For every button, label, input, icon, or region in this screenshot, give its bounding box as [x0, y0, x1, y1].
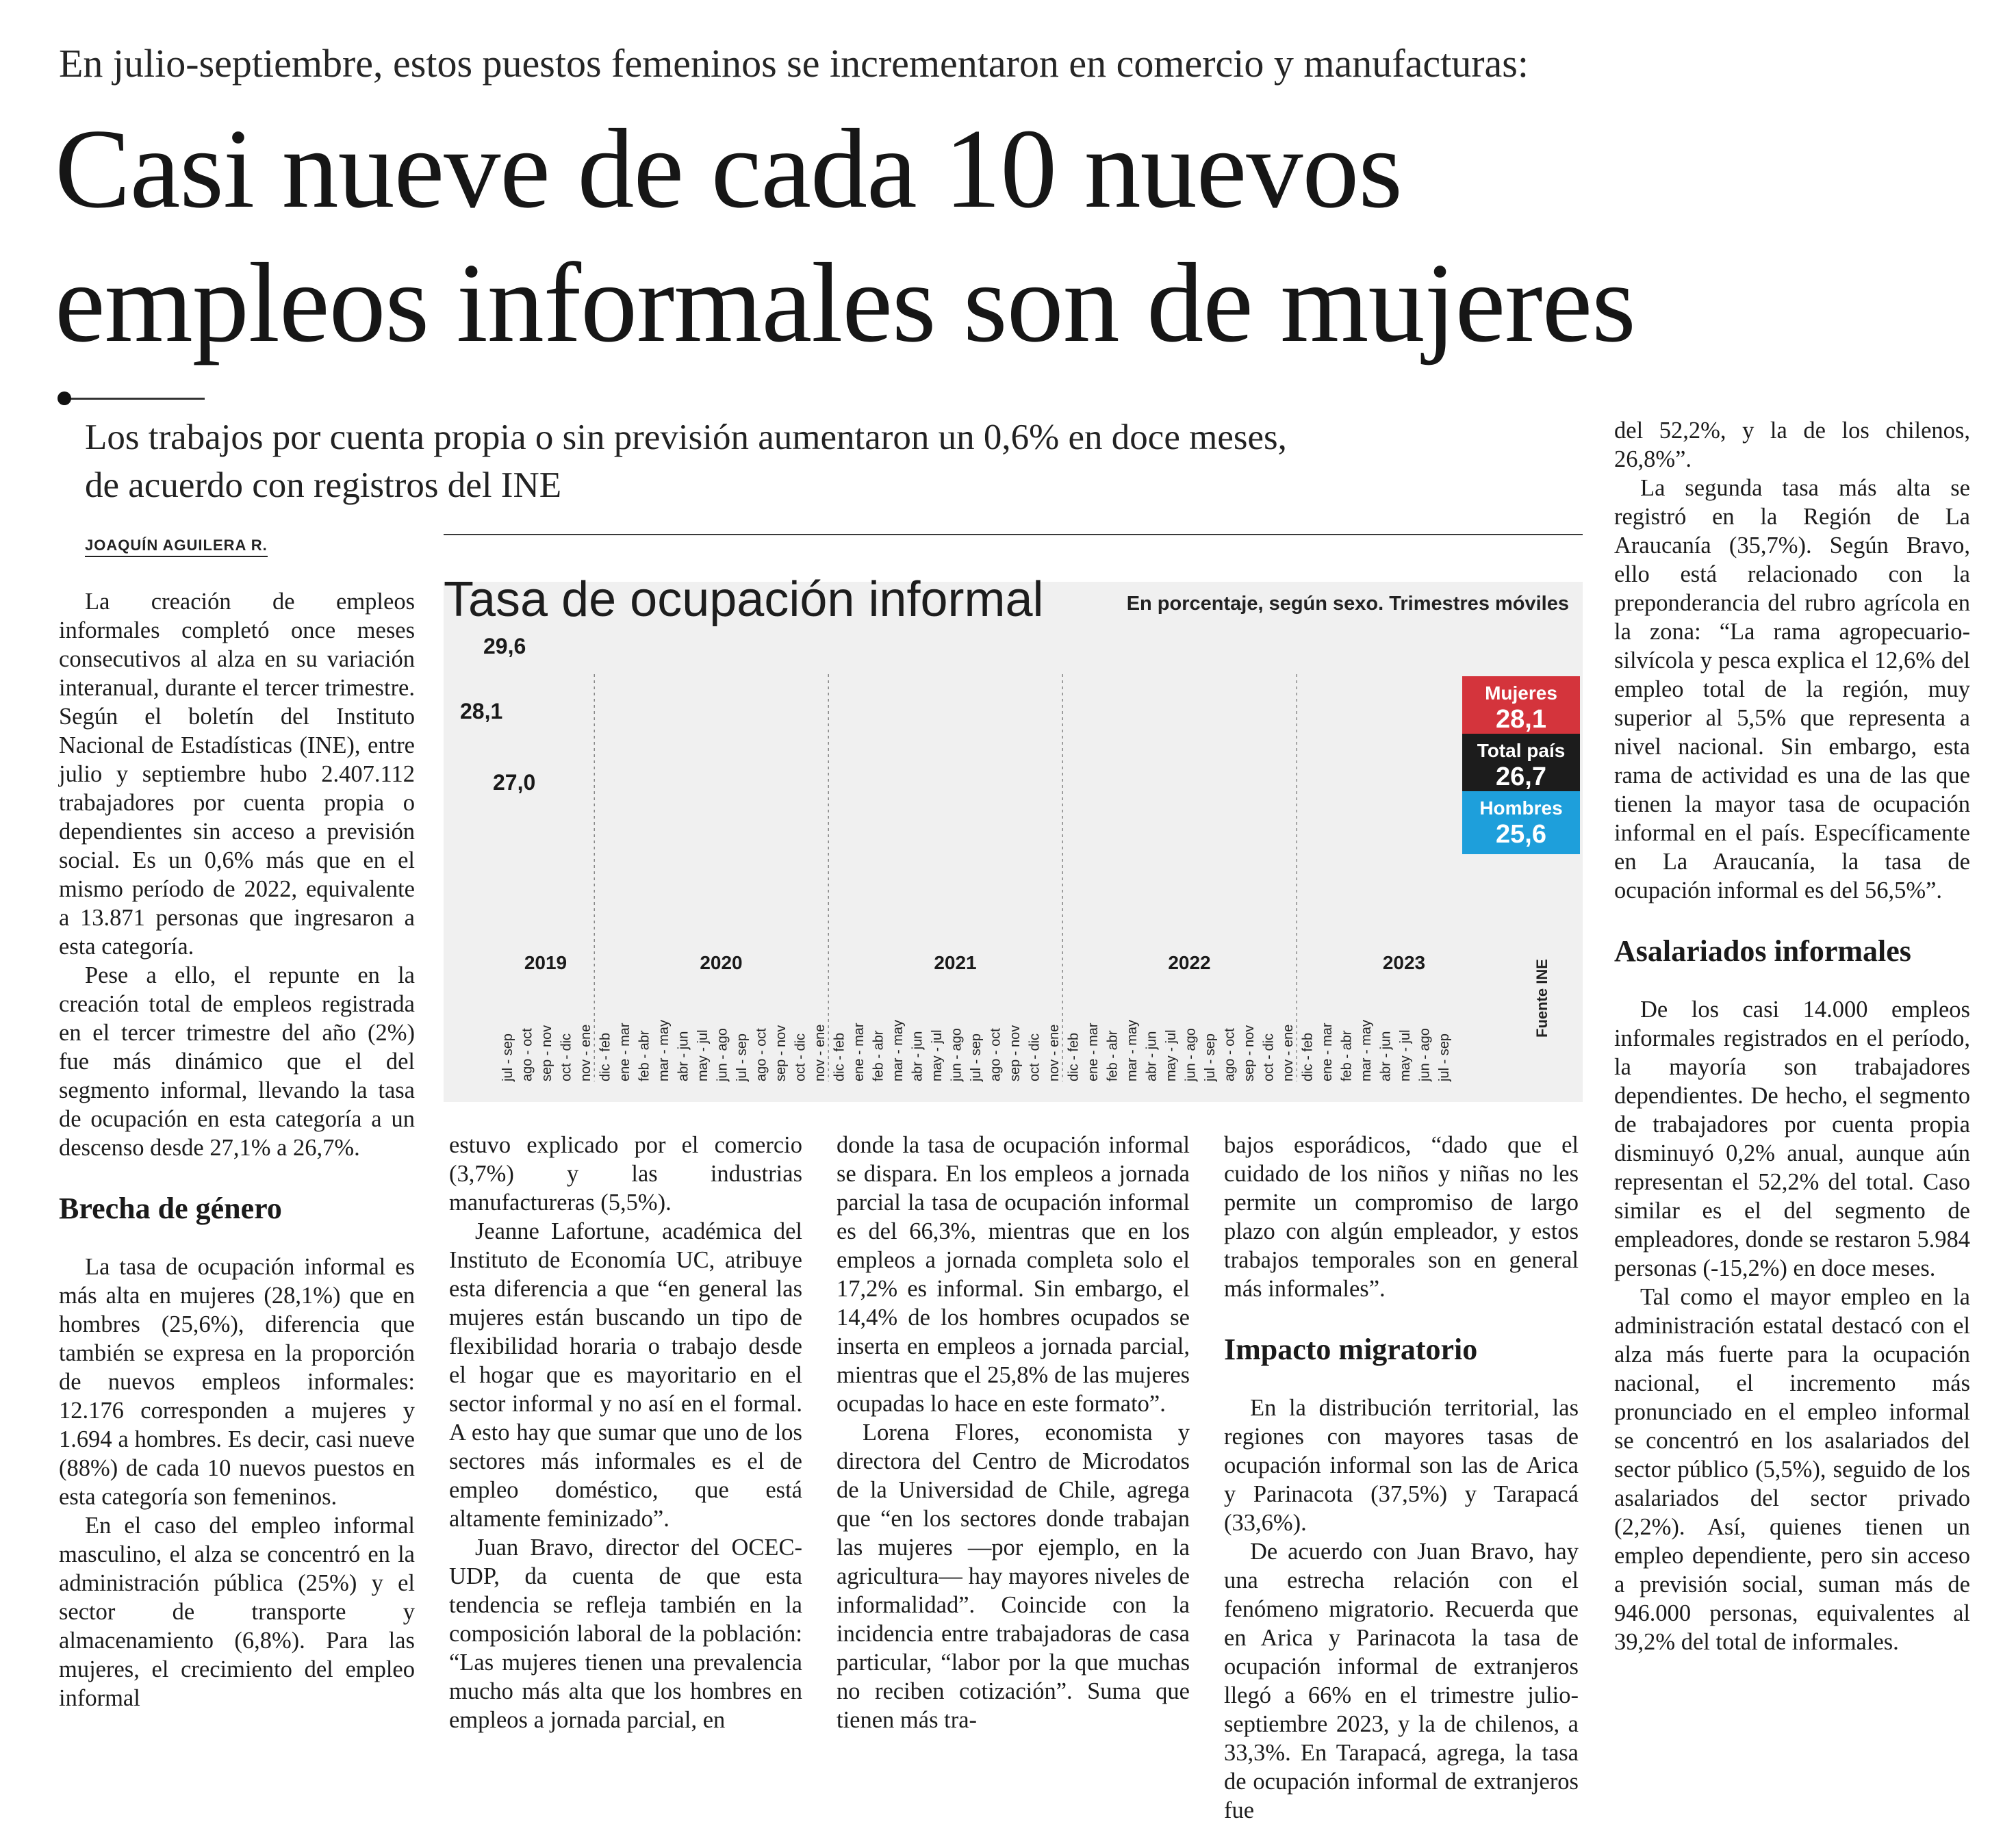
- deck-rule-dot: [58, 392, 71, 405]
- x-tick-label: dic - feb: [598, 1032, 613, 1081]
- x-tick-label: ago - oct: [1222, 1028, 1238, 1081]
- x-tick-label: jul - sep: [500, 1033, 515, 1081]
- x-tick-label: dic - feb: [1066, 1032, 1082, 1081]
- x-tick-label: dic - feb: [832, 1032, 847, 1081]
- paragraph: De los casi 14.000 empleos informales registrados en el período, la mayoría son trabajadores dependientes. De hecho, el segmento de trabajadores por cuenta propia disminuyó 0,2% anual, aunque aún representan el 52,2% del total. Caso similar es el del segmento de empleadores, donde se restaron 5.984 personas (-15,2%) en doce meses.: [1614, 997, 1970, 1281]
- x-tick-label: mar - may: [656, 1020, 672, 1081]
- x-tick-label: feb - abr: [871, 1030, 886, 1081]
- year-label: 2022: [1168, 952, 1211, 973]
- paragraph: La creación de empleos informales completó once meses consecutivos al alza en su variación interanual, durante el tercer trimestre. Según el boletín del Instituto Nacional de Estadísticas (INE), entre julio y septiembre hubo 2.407.112 trabajadores por cuenta propia o dependientes sin acceso a previsión social. Es un 0,6% más que en el mismo período de 2022, equivalente a 13.871 personas que ingresaron a esta categoría.: [59, 589, 415, 960]
- column-1: [59, 587, 415, 1712]
- paragraph: En la distribución territorial, las regiones con mayores tasas de ocupación informal son las de Arica y Parinacota (37,5%) y Tarapacá (33,6%).: [1224, 1395, 1579, 1536]
- chart-subtitle: En porcentaje, según sexo. Trimestres móviles: [1126, 593, 1569, 615]
- deck-rule: [64, 398, 205, 400]
- chart-plot: [444, 534, 1583, 1102]
- deck-line-1: Los trabajos por cuenta propia o sin previsión aumentaron un 0,6% en doce meses,: [85, 418, 1287, 457]
- x-tick-label: nov - ene: [1281, 1024, 1296, 1081]
- deck: [85, 413, 1611, 509]
- x-tick-label: mar - may: [891, 1020, 906, 1081]
- year-label: 2020: [700, 952, 743, 973]
- x-tick-label: sep - nov: [539, 1025, 554, 1081]
- column-3: [837, 1131, 1190, 1734]
- paragraph: donde la tasa de ocupación informal se dispara. En los empleos a jornada parcial la tasa de ocupación informal es del 66,3%, mientras que en los empleos a jornada completa solo el 17,2% es informal. Sin embargo, el 14,4% de los hombres ocupados se inserta en empleos a jornada parcial, mientras que el 25,8% de las mujeres ocupadas lo hace en este formato”.: [837, 1132, 1190, 1417]
- x-tick-label: jun - ago: [1417, 1028, 1433, 1081]
- x-tick-label: may - jul: [1398, 1029, 1413, 1081]
- x-tick-label: abr - jun: [1144, 1031, 1160, 1081]
- chart-source: Fuente INE: [1533, 959, 1551, 1038]
- x-tick-label: feb - abr: [1105, 1030, 1121, 1081]
- x-tick-label: mar - may: [1125, 1020, 1140, 1081]
- start-value-label: 29,6: [483, 634, 526, 658]
- legend-hombres-label: Hombres: [1479, 797, 1563, 819]
- deck-line-2: de acuerdo con registros del INE: [85, 465, 562, 505]
- x-tick-label: dic - feb: [1300, 1032, 1316, 1081]
- x-tick-label: jul - sep: [735, 1033, 750, 1081]
- subhead-asalariados: Asalariados informales: [1614, 934, 1911, 968]
- paragraph: En el caso del empleo informal masculino, el alza se concentró en la administración pública (25%) y el sector de transporte y almacenamiento (6,8%). Para las mujeres, el crecimiento del empleo informal: [59, 1513, 415, 1711]
- paragraph: del 52,2%, y la de los chilenos, 26,8%”.: [1614, 418, 1970, 472]
- chart-title: Tasa de ocupación informal: [444, 572, 1044, 627]
- paragraph: Juan Bravo, director del OCEC-UDP, da cuenta de que esta tendencia se refleja también en la composición laboral de la población: “Las mujeres tienen una prevalencia mucho más alta que los hombres en empleos a jornada parcial, en: [449, 1535, 802, 1733]
- x-tick-label: ene - mar: [1320, 1023, 1335, 1081]
- headline-line-2: empleos informales son de mujeres: [55, 240, 1635, 365]
- x-tick-label: mar - may: [1359, 1020, 1374, 1081]
- paragraph: De acuerdo con Juan Bravo, hay una estrecha relación con el fenómeno migratorio. Recuerda que en Arica y Parinacota la tasa de ocupación informal de extranjeros llegó a 66% en el trimestre julio-septiembre 2023, y la de chilenos, a 33,3%. En Tarapacá, agrega, la tasa de ocupación informal de extranjeros fue: [1224, 1539, 1579, 1823]
- x-tick-label: oct - dic: [1027, 1033, 1043, 1081]
- x-tick-label: jul - sep: [969, 1033, 984, 1081]
- x-tick-label: may - jul: [930, 1029, 945, 1081]
- legend-mujeres-label: Mujeres: [1485, 682, 1557, 704]
- x-tick-label: abr - jun: [676, 1031, 691, 1081]
- x-tick-label: feb - abr: [637, 1030, 652, 1081]
- x-tick-label: sep - nov: [1242, 1025, 1257, 1081]
- column-2: [449, 1131, 802, 1734]
- x-tick-label: ago - oct: [520, 1028, 535, 1081]
- x-tick-label: ago - oct: [754, 1028, 769, 1081]
- x-tick-label: ago - oct: [988, 1028, 1004, 1081]
- legend-total-value: 26,7: [1496, 762, 1546, 791]
- x-tick-label: sep - nov: [774, 1025, 789, 1081]
- paragraph: La segunda tasa más alta se registró en la Región de La Araucanía (35,7%). Según Bravo, ello está relacionado con la preponderancia del rubro agrícola en la zona: “La rama agropecuario-silvícola y pesca explica el 12,6% del empleo total de la región, muy superior al 5,5% que representa a nivel nacional. Sin embargo, esta rama de actividad es una de las que tienen la mayor tasa de ocupación informal en el país. Específicamente en La Araucanía, la tasa de ocupación informal es del 56,5%”.: [1614, 475, 1970, 903]
- column-5: [1614, 416, 1970, 1656]
- x-tick-label: oct - dic: [1261, 1033, 1277, 1081]
- x-tick-label: jul - sep: [1203, 1033, 1218, 1081]
- x-tick-label: abr - jun: [1378, 1031, 1394, 1081]
- x-tick-label: oct - dic: [793, 1033, 808, 1081]
- x-tick-label: jul - sep: [1437, 1033, 1452, 1081]
- x-tick-label: nov - ene: [813, 1024, 828, 1081]
- byline: JOAQUÍN AGUILERA R.: [85, 537, 268, 557]
- legend-mujeres-value: 28,1: [1496, 705, 1546, 734]
- x-tick-label: may - jul: [696, 1029, 711, 1081]
- paragraph: bajos esporádicos, “dado que el cuidado de los niños y niñas no les permite un compromiso de largo plazo con algún empleador, y estos trabajos temporales son en general más informales”.: [1224, 1132, 1579, 1302]
- x-tick-label: jun - ago: [1183, 1028, 1199, 1081]
- paragraph: Tal como el mayor empleo en la administración estatal destacó con el alza más fuerte para la ocupación nacional, el incremento más pronunciado en el empleo informal se concentró en los asalariados del sector público (5,5%), seguido de los asalariados del sector privado (2,2%). Así, quienes tienen un empleo dependiente, pero sin acceso a previsión social, suman más de 946.000 personas, equivalentes al 39,2% del total de informales.: [1614, 1284, 1970, 1655]
- x-tick-label: ene - mar: [617, 1023, 633, 1081]
- legend-hombres-value: 25,6: [1496, 820, 1546, 849]
- legend-total: [1462, 734, 1580, 797]
- x-tick-label: jun - ago: [949, 1028, 965, 1081]
- kicker: En julio-septiembre, estos puestos femeninos se incrementaron en comercio y manufacturas:: [59, 41, 1529, 86]
- x-tick-label: ene - mar: [852, 1023, 867, 1081]
- paragraph: Jeanne Lafortune, académica del Instituto de Economía UC, atribuye esta diferencia a que “en general las mujeres están buscando un tipo de flexibilidad horaria o trabajo desde el hogar que es mayoritario en el sector informal y no así en el formal. A esto hay que sumar que uno de los sectores más informales es el de empleo doméstico, que está altamente feminizado”.: [449, 1218, 802, 1532]
- chart: [444, 534, 1583, 1102]
- x-tick-label: sep - nov: [1008, 1025, 1023, 1081]
- legend-hombres: [1462, 791, 1580, 854]
- year-label: 2019: [524, 952, 567, 973]
- paragraph: Pese a ello, el repunte en la creación total de empleos registrada en el tercer trimestre del año (2%) fue más dinámico que el del segmento informal, llevando la tasa de ocupación en esta categoría a un descenso desde 27,1% a 26,7%.: [59, 962, 415, 1161]
- start-value-label: 28,1: [460, 699, 503, 723]
- legend-mujeres: [1462, 676, 1580, 739]
- headline: [55, 101, 1972, 370]
- paragraph: Lorena Flores, economista y directora del Centro de Microdatos de la Universidad de Chile, agrega que “en los sectores donde trabajan las mujeres —por ejemplo, en la agricultura— hay mayores niveles de informalidad”. Coincide con la incidencia entre trabajadoras de casa particular, “labor por la que muchas no reciben cotización”. Suma que tienen más tra-: [837, 1420, 1190, 1733]
- column-4: [1224, 1131, 1579, 1825]
- year-label: 2023: [1382, 952, 1426, 973]
- x-tick-label: jun - ago: [715, 1028, 730, 1081]
- subhead-brecha: Brecha de género: [59, 1192, 282, 1225]
- paragraph: La tasa de ocupación informal es más alta en mujeres (28,1%) que en hombres (25,6%), diferencia que también se expresa en la proporción de nuevos empleos informales: 12.176 corresponden a mujeres y 1.694 a hombres. Es decir, casi nueve (88%) de cada 10 nuevos puestos en esta categoría son femeninos.: [59, 1254, 415, 1510]
- x-tick-label: oct - dic: [559, 1033, 574, 1081]
- legend-total-label: Total país: [1477, 740, 1566, 761]
- paragraph: estuvo explicado por el comercio (3,7%) y las industrias manufactureras (5,5%).: [449, 1132, 802, 1216]
- x-tick-label: feb - abr: [1339, 1030, 1355, 1081]
- subhead-impacto: Impacto migratorio: [1224, 1333, 1478, 1366]
- x-tick-label: nov - ene: [578, 1024, 594, 1081]
- year-label: 2021: [934, 952, 977, 973]
- headline-line-1: Casi nueve de cada 10 nuevos: [55, 105, 1402, 231]
- x-tick-label: may - jul: [1164, 1029, 1179, 1081]
- x-tick-label: nov - ene: [1047, 1024, 1062, 1081]
- start-value-label: 27,0: [493, 770, 536, 795]
- x-tick-label: ene - mar: [1086, 1023, 1101, 1081]
- x-tick-label: abr - jun: [910, 1031, 926, 1081]
